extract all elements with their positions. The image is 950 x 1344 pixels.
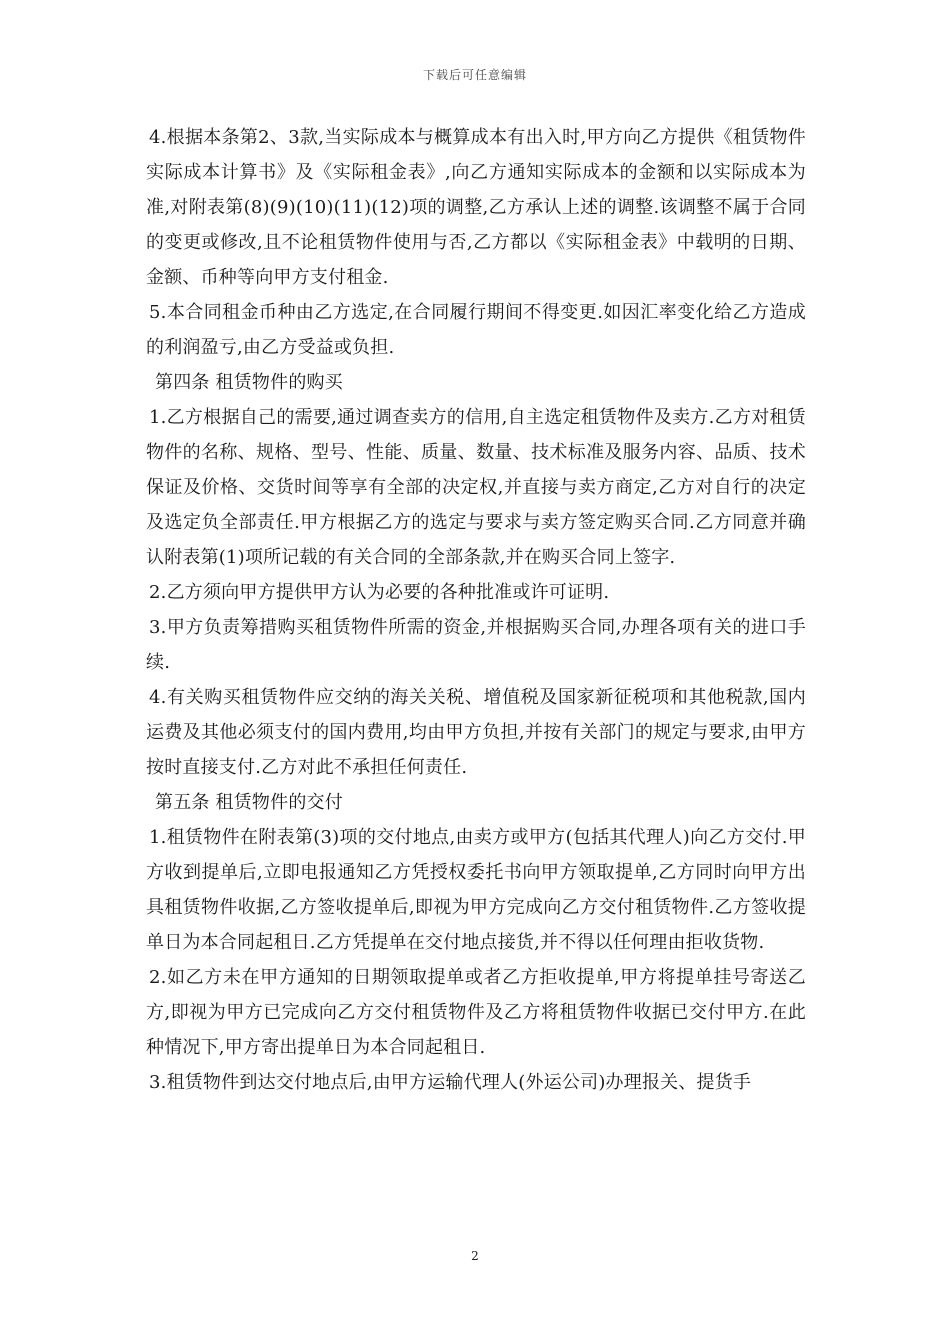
article-heading-5: 第五条 租赁物件的交付 [155, 792, 343, 813]
document-body [146, 120, 806, 1100]
paragraph-clause-5-1: 1.租赁物件在附表第(3)项的交付地点,由卖方或甲方(包括其代理人)向乙方交付.甲方收到提单后,立即电报通知乙方凭授权委托书向甲方领取提单,乙方同时向甲方出具租赁物件收据,乙方签收提单后,即视为甲方完成向乙方交付租赁物件.乙方签收提单日为本合同起租日.乙方凭提单在交付地点接货,并不得以任何理由拒收货物. [146, 827, 806, 953]
page-header: 下载后可任意编辑 [422, 68, 527, 82]
paragraph-clause-4-2: 2.乙方须向甲方提供甲方认为必要的各种批准或许可证明. [149, 582, 610, 603]
article-heading-4: 第四条 租赁物件的购买 [155, 372, 343, 393]
paragraph-clause-5-2: 2.如乙方未在甲方通知的日期领取提单或者乙方拒收提单,甲方将提单挂号寄送乙方,即视为甲方已完成向乙方交付租赁物件及乙方将租赁物件收据已交付甲方.在此种情况下,甲方寄出提单日为本合同起租日. [146, 967, 806, 1058]
paragraph-clause-3-5: 5.本合同租金币种由乙方选定,在合同履行期间不得变更.如因汇率变化给乙方造成的利润盈亏,由乙方受益或负担. [146, 302, 806, 358]
paragraph-clause-4-1: 1.乙方根据自己的需要,通过调查卖方的信用,自主选定租赁物件及卖方.乙方对租赁物件的名称、规格、型号、性能、质量、数量、技术标准及服务内容、品质、技术保证及价格、交货时间等享有全部的决定权,并直接与卖方商定,乙方对自行的决定及选定负全部责任.甲方根据乙方的选定与要求与卖方签定购买合同.乙方同意并确认附表第(1)项所记载的有关合同的全部条款,并在购买合同上签字. [146, 407, 806, 568]
paragraph-clause-3-4: 4.根据本条第2、3款,当实际成本与概算成本有出入时,甲方向乙方提供《租赁物件实际成本计算书》及《实际租金表》,向乙方通知实际成本的金额和以实际成本为准,对附表第(8)(9)(10)(11)(12)项的调整,乙方承认上述的调整.该调整不属于合同的变更或修改,且不论租赁物件使用与否,乙方都以《实际租金表》中载明的日期、金额、币种等向甲方支付租金. [146, 127, 806, 288]
paragraph-clause-4-3: 3.甲方负责筹措购买租赁物件所需的资金,并根据购买合同,办理各项有关的进口手续. [146, 617, 806, 673]
paragraph-clause-5-3: 3.租赁物件到达交付地点后,由甲方运输代理人(外运公司)办理报关、提货手 [149, 1072, 752, 1093]
paragraph-clause-4-4: 4.有关购买租赁物件应交纳的海关关税、增值税及国家新征税项和其他税款,国内运费及其他必须支付的国内费用,均由甲方负担,并按有关部门的规定与要求,由甲方按时直接支付.乙方对此不承担任何责任. [146, 687, 806, 778]
page-number: 2 [471, 1249, 479, 1263]
